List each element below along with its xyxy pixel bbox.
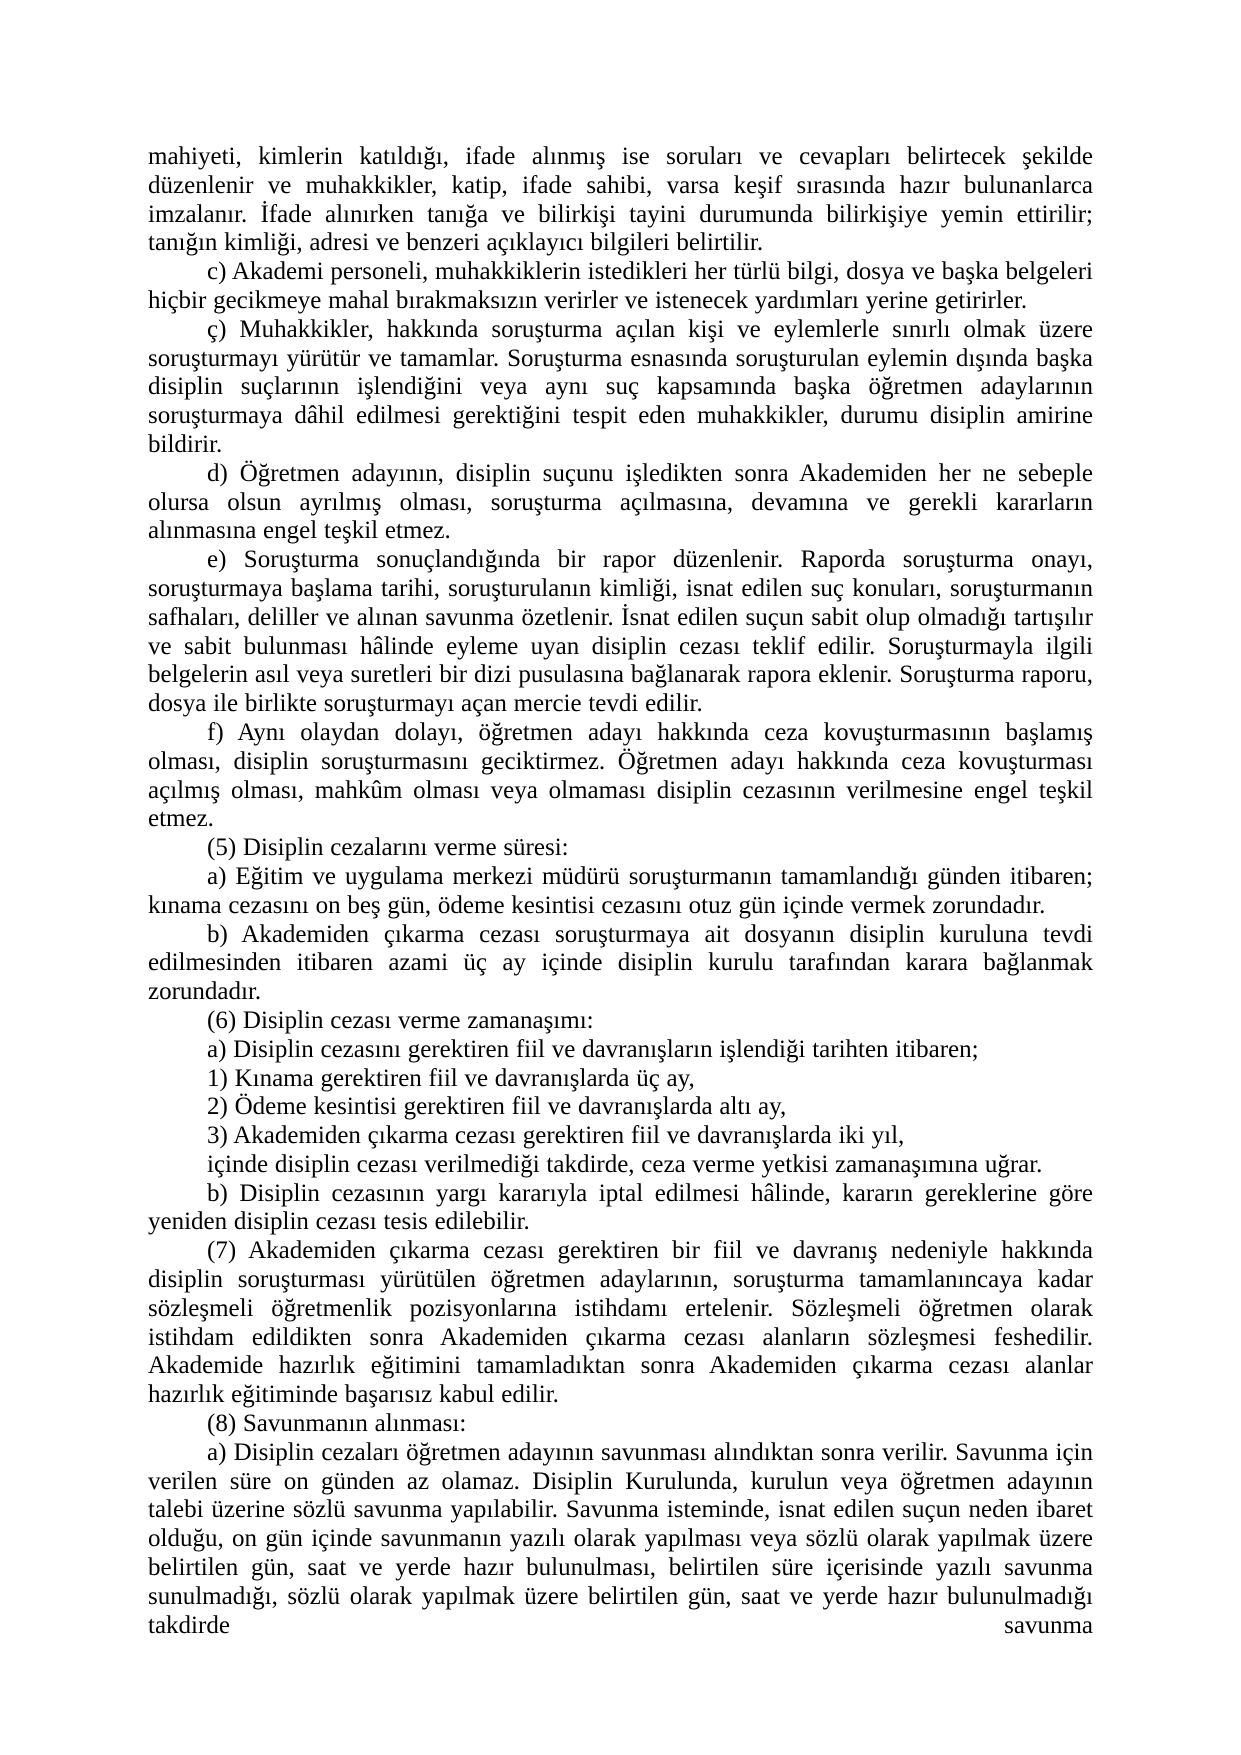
paragraph-clause-6-item-b: b) Disiplin cezasının yargı kararıyla iptal edilmesi hâlinde, kararın gereklerine göre yeniden disiplin cezası tesis edilebilir.: [148, 1179, 1093, 1236]
paragraph-clause-5-heading: (5) Disiplin cezalarını verme süresi:: [207, 834, 569, 862]
paragraph-clause-6-sub-2: 2) Ödeme kesintisi gerektiren fiil ve davranışlarda altı ay,: [207, 1093, 787, 1121]
paragraph-item-e: e) Soruşturma sonuçlandığında bir rapor düzenlenir. Raporda soruşturma onayı, soruşturmaya başlama tarihi, soruşturulanın kimliği, isnat edilen suç konuları, soruşturmanın safhaları, deliller ve alınan savunma özetlenir. İsnat edilen suçun sabit olup olmadığı tartışılır ve sabit bulunması hâlinde eyleme uyan disiplin cezası teklif edilir. Soruşturmayla ilgili belgelerin asıl veya suretleri bir dizi pusulasına bağlanarak rapora eklenir. Soruşturma raporu, dosya ile birlikte soruşturmayı açan mercie tevdi edilir.: [148, 546, 1093, 718]
paragraph-clause-6-tail: içinde disiplin cezası verilmediği takdirde, ceza verme yetkisi zamanaşımına uğrar.: [207, 1150, 1043, 1178]
paragraph-clause-8-heading: (8) Savunmanın alınması:: [207, 1410, 467, 1438]
paragraph-clause-6-heading: (6) Disiplin cezası verme zamanaşımı:: [207, 1006, 594, 1034]
paragraph-item-d: d) Öğretmen adayının, disiplin suçunu işledikten sonra Akademiden her ne sebeple olursa olsun ayrılmış olması, soruşturma açılmasına, devamına ve gerekli kararların alınmasına engel teşkil etmez.: [148, 459, 1093, 545]
paragraph-clause-5-item-b: b) Akademiden çıkarma cezası soruşturmaya ait dosyanın disiplin kuruluna tevdi edilmesinden itibaren azami üç ay içinde disiplin kurulu tarafından karara bağlanmak zorundadır.: [148, 920, 1093, 1006]
paragraph-continuation-intro: mahiyeti, kimlerin katıldığı, ifade alınmış ise soruları ve cevapları belirtecek şekilde düzenlenir ve muhakkikler, katip, ifade sahibi, varsa keşif sırasında hazır bulunanlarca imzalanır. İfade alınırken tanığa ve bilirkişi tayini durumunda bilirkişiye yemin ettirilir; tanığın kimliği, adresi ve benzeri açıklayıcı bilgileri belirtilir.: [148, 143, 1093, 257]
document-text-block: [148, 143, 1093, 1640]
paragraph-clause-5-item-a: a) Eğitim ve uygulama merkezi müdürü soruşturmanın tamamlandığı günden itibaren; kınama cezasını on beş gün, ödeme kesintisi cezasını otuz gün içinde vermek zorundadır.: [148, 862, 1093, 919]
paragraph-clause-6-sub-3: 3) Akademiden çıkarma cezası gerektiren fiil ve davranışlarda iki yıl,: [207, 1122, 905, 1150]
paragraph-clause-6-sub-1: 1) Kınama gerektiren fiil ve davranışlarda üç ay,: [207, 1064, 695, 1092]
paragraph-clause-8-item-a: a) Disiplin cezaları öğretmen adayının savunması alındıktan sonra verilir. Savunma için verilen süre on günden az olamaz. Disiplin Kurulunda, kurulun veya öğretmen adayının talebi üzerine sözlü savunma yapılabilir. Savunma isteminde, isnat edilen suçun neden ibaret olduğu, on gün içinde savunmanın yazılı olarak yapılması veya sözlü olarak yapılmak üzere belirtilen gün, saat ve yerde hazır bulunulması, belirtilen süre içerisinde yazılı savunma sunulmadığı, sözlü olarak yapılmak üzere belirtilen gün, saat ve yerde hazır bulunulmadığı takdirde savunma: [148, 1438, 1093, 1639]
paragraph-item-f: f) Aynı olaydan dolayı, öğretmen adayı hakkında ceza kovuşturmasının başlamış olması, disiplin soruşturmasını geciktirmez. Öğretmen adayı hakkında ceza kovuşturması açılmış olması, mahkûm olması veya olmaması disiplin cezasının verilmesine engel teşkil etmez.: [148, 718, 1093, 833]
paragraph-clause-6-item-a: a) Disiplin cezasını gerektiren fiil ve davranışların işlendiği tarihten itibaren;: [207, 1035, 979, 1063]
paragraph-clause-7: (7) Akademiden çıkarma cezası gerektiren bir fiil ve davranış nedeniyle hakkında disiplin soruşturması yürütülen öğretmen adaylarının, soruşturma tamamlanıncaya kadar sözleşmeli öğretmenlik pozisyonlarına istihdamı ertelenir. Sözleşmeli öğretmen olarak istihdam edildikten sonra Akademiden çıkarma cezası alanların sözleşmesi feshedilir. Akademide hazırlık eğitimini tamamladıktan sonra Akademiden çıkarma cezası alanlar hazırlık eğitiminde başarısız kabul edilir.: [148, 1237, 1093, 1409]
paragraph-item-c: c) Akademi personeli, muhakkiklerin istedikleri her türlü bilgi, dosya ve başka belgeleri hiçbir gecikmeye mahal bırakmaksızın verirler ve istenecek yardımları yerine getirirler.: [148, 258, 1093, 314]
paragraph-item-c-cedilla: ç) Muhakkikler, hakkında soruşturma açılan kişi ve eylemlerle sınırlı olmak üzere soruşturmayı yürütür ve tamamlar. Soruşturma esnasında soruşturulan eylemin dışında başka disiplin suçlarının işlendiğini veya aynı suç kapsamında başka öğretmen adaylarının soruşturmaya dâhil edilmesi gerektiğini tespit eden muhakkikler, durumu disiplin amirine bildirir.: [148, 315, 1093, 458]
